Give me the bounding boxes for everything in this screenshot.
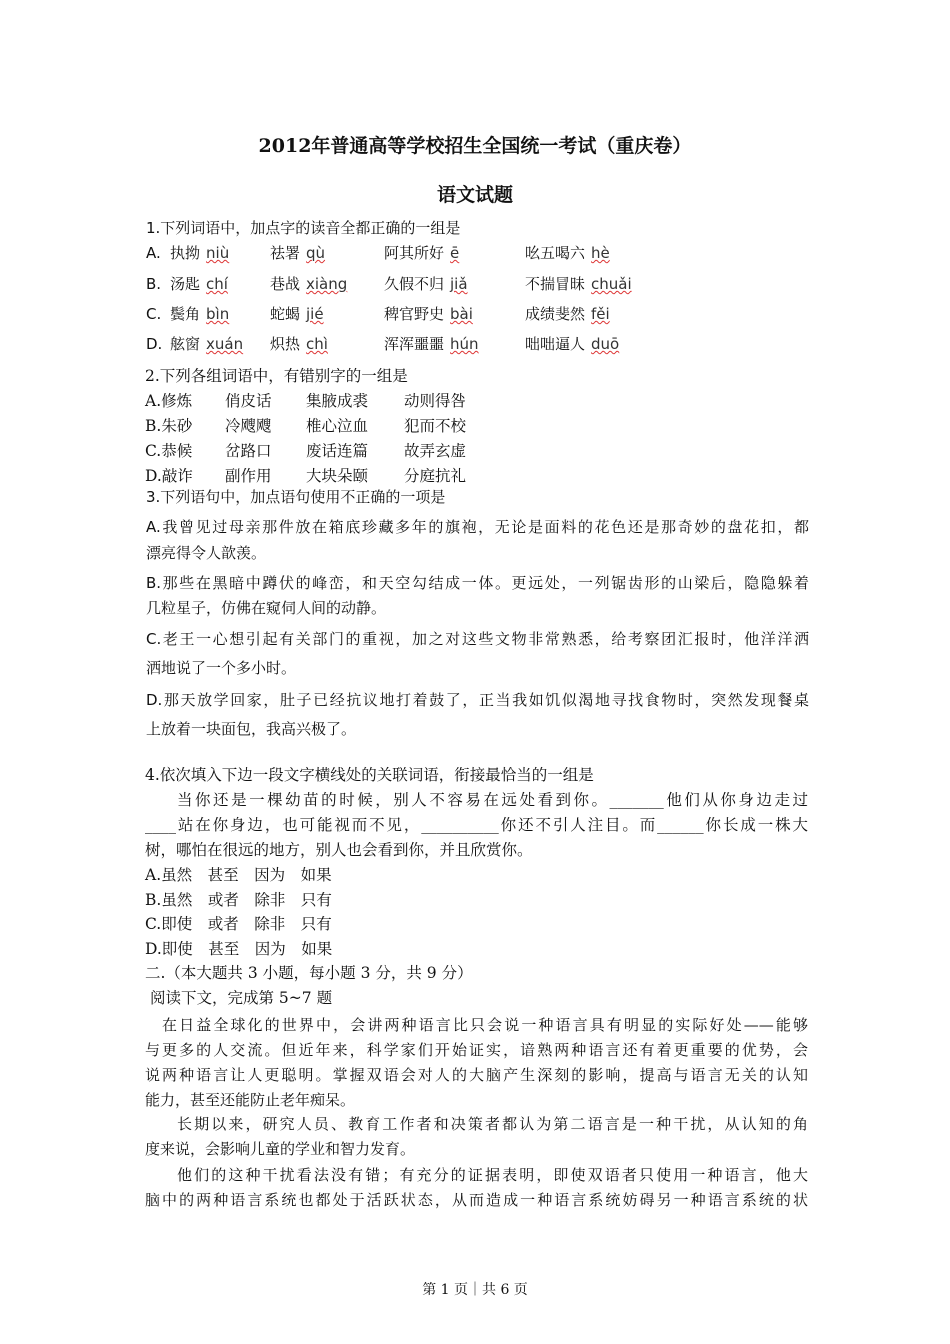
option-item [270, 334, 328, 354]
option-label: D. [145, 467, 162, 485]
page-footer: 第 1 页｜共 6 页 [422, 1282, 528, 1298]
option-item [525, 304, 610, 324]
option-line: 几粒星子，仿佛在窥伺人间的动静。 [146, 599, 387, 617]
pinyin: ē [450, 244, 460, 262]
option-item: 大块朵颐 [306, 467, 369, 485]
word: 舷窗 [170, 335, 201, 353]
option-item [170, 334, 243, 354]
passage-line: 长期以来，研究人员、教育工作者和决策者都认为第二语言是一种干扰，从认知的角 [177, 1115, 808, 1133]
pinyin: qù [306, 244, 326, 262]
option-line: D.那天放学回家，肚子已经抗议地打着鼓了，正当我如饥似渴地寻找食物时，突然发现餐桌 [146, 691, 809, 709]
passage-line: ____站在你身边，也可能视而不见，__________你还不引人注目。而______你长成一株大 [145, 816, 808, 834]
pinyin: niù [206, 244, 230, 262]
pinyin: bài [450, 305, 473, 323]
word: 祛署 [270, 244, 301, 262]
word: 久假不归 [384, 275, 445, 293]
passage-line: 当你还是一棵幼苗的时候，别人不容易在远处看到你。_______他们从你身边走过 [177, 791, 808, 809]
option-label: D. [146, 335, 163, 353]
word: 修炼 [161, 392, 193, 410]
pinyin: jiǎ [450, 275, 468, 293]
pinyin: hè [591, 244, 610, 262]
passage-line: 度来说，会影响儿童的学业和智力发育。 [145, 1140, 416, 1158]
word: 巷战 [270, 275, 301, 293]
option-label: A. [145, 392, 162, 410]
word: 鬓角 [170, 305, 201, 323]
passage-line: 脑中的两种语言系统也都处于活跃状态，从而造成一种语言系统妨碍另一种语言系统的状 [145, 1191, 808, 1209]
word: 不揣冒昧 [525, 275, 586, 293]
pinyin: chuǎi [591, 275, 632, 293]
option-line: 上放着一块面包，我高兴极了。 [146, 720, 357, 738]
word: 咄咄逼人 [525, 335, 586, 353]
option-line: 漂亮得令人歆羡。 [146, 544, 267, 562]
option-item: 故弄玄虚 [404, 442, 467, 460]
option-item [145, 416, 192, 436]
word: 稗官野史 [384, 305, 445, 323]
question-stem: 4.依次填入下边一段文字横线处的关联词语，衔接最恰当的一组是 [145, 766, 594, 784]
option-item [384, 274, 468, 294]
passage-line: 他们的这种干扰看法没有错；有充分的证据表明，即使双语者只使用一种语言，他大 [177, 1166, 808, 1184]
exam-title: 2012年普通高等学校招生全国统一考试（重庆卷） [258, 135, 692, 157]
option-item [145, 441, 192, 461]
pinyin: hún [450, 335, 479, 353]
option-label: C. [145, 442, 162, 460]
word: 恭候 [161, 442, 193, 460]
option-item [270, 274, 347, 294]
pinyin: bìn [206, 305, 230, 323]
option-item [170, 243, 229, 263]
option-item [270, 304, 324, 324]
passage-line: 树，哪怕在很远的地方，别人也会看到你，并且欣赏你。 [145, 841, 533, 859]
option-item [145, 466, 193, 486]
option-item [145, 391, 192, 411]
word: 汤匙 [170, 275, 201, 293]
word: 阿其所好 [384, 244, 445, 262]
word: 吆五喝六 [525, 244, 586, 262]
word: 蛇蝎 [270, 305, 301, 323]
option-item [170, 304, 229, 324]
pinyin: fěi [591, 305, 610, 323]
option-line: C.老王一心想引起有关部门的重视，加之对这些文物非常熟悉，给考察团汇报时，他洋洋洒 [146, 630, 809, 648]
question-stem: 3.下列语句中，加点语句使用不正确的一项是 [146, 488, 446, 506]
word: 炽热 [270, 335, 301, 353]
option-item: 冷飕飕 [225, 417, 272, 435]
option-line: A.虽然 甚至 因为 如果 [145, 866, 332, 884]
option-item [384, 304, 473, 324]
option-item: 动则得咎 [404, 392, 467, 410]
option-item [270, 243, 325, 263]
option-line: B.虽然 或者 除非 只有 [145, 890, 332, 909]
option-item: 副作用 [225, 467, 272, 485]
option-line: A.我曾见过母亲那件放在箱底珍藏多年的旗袍，无论是面料的花色还是那奇妙的盘花扣，都 [146, 518, 809, 536]
option-item [384, 334, 479, 354]
passage-line: 说两种语言让人更聪明。掌握双语会对人的大脑产生深刻的影响，提高与语言无关的认知 [145, 1066, 808, 1084]
passage-line: 在日益全球化的世界中，会讲两种语言比只会说一种语言具有明显的实际好处——能够 [162, 1016, 808, 1034]
pinyin: xuán [206, 335, 244, 353]
option-item [525, 334, 619, 354]
exam-subtitle: 语文试题 [436, 184, 513, 206]
question-stem: 1.下列词语中，加点字的读音全都正确的一组是 [146, 219, 461, 237]
word: 执拗 [170, 244, 201, 262]
passage-line: 与更多的人交流。但近年来，科学家们开始证实，谙熟两种语言还有着更重要的优势，会 [145, 1041, 808, 1059]
option-item: 岔路口 [225, 442, 272, 460]
option-item: 分庭抗礼 [404, 467, 467, 485]
option-item: 俏皮话 [225, 392, 272, 410]
word: 敲诈 [161, 467, 193, 485]
option-label: A. [146, 244, 161, 262]
option-item [384, 243, 459, 263]
word: 浑浑噩噩 [384, 335, 445, 353]
pinyin: jié [306, 305, 324, 323]
word: 朱砂 [161, 417, 193, 435]
option-item: 集腋成裘 [306, 392, 369, 410]
word: 成绩斐然 [525, 305, 586, 323]
option-line: B.那些在黑暗中蹲伏的峰峦，和天空勾结成一体。更远处，一列锯齿形的山梁后，隐隐躲着 [146, 574, 809, 592]
option-item: 犯而不校 [404, 417, 467, 435]
section-heading: 二.（本大题共 3 小题，每小题 3 分，共 9 分） [145, 964, 473, 982]
pinyin: chì [306, 335, 328, 353]
option-item: 椎心泣血 [306, 417, 369, 435]
option-item [170, 274, 228, 294]
option-item [525, 243, 610, 263]
option-label: B. [146, 275, 162, 293]
pinyin: duō [591, 335, 620, 353]
option-line: C.即使 或者 除非 只有 [145, 915, 332, 934]
option-line: 洒地说了一个多小时。 [146, 659, 297, 677]
pinyin: xiàng [306, 275, 348, 293]
question-stem: 2.下列各组词语中，有错别字的一组是 [145, 367, 408, 385]
option-label: B. [145, 417, 162, 435]
pinyin: chí [206, 275, 228, 293]
option-item [525, 274, 632, 294]
option-item: 废话连篇 [306, 442, 369, 460]
passage-line: 能力，甚至还能防止老年痴呆。 [145, 1091, 356, 1109]
option-line: D.即使 甚至 因为 如果 [145, 940, 333, 959]
option-label: C. [146, 305, 162, 323]
instruction: 阅读下文，完成第 5~7 题 [150, 989, 333, 1007]
